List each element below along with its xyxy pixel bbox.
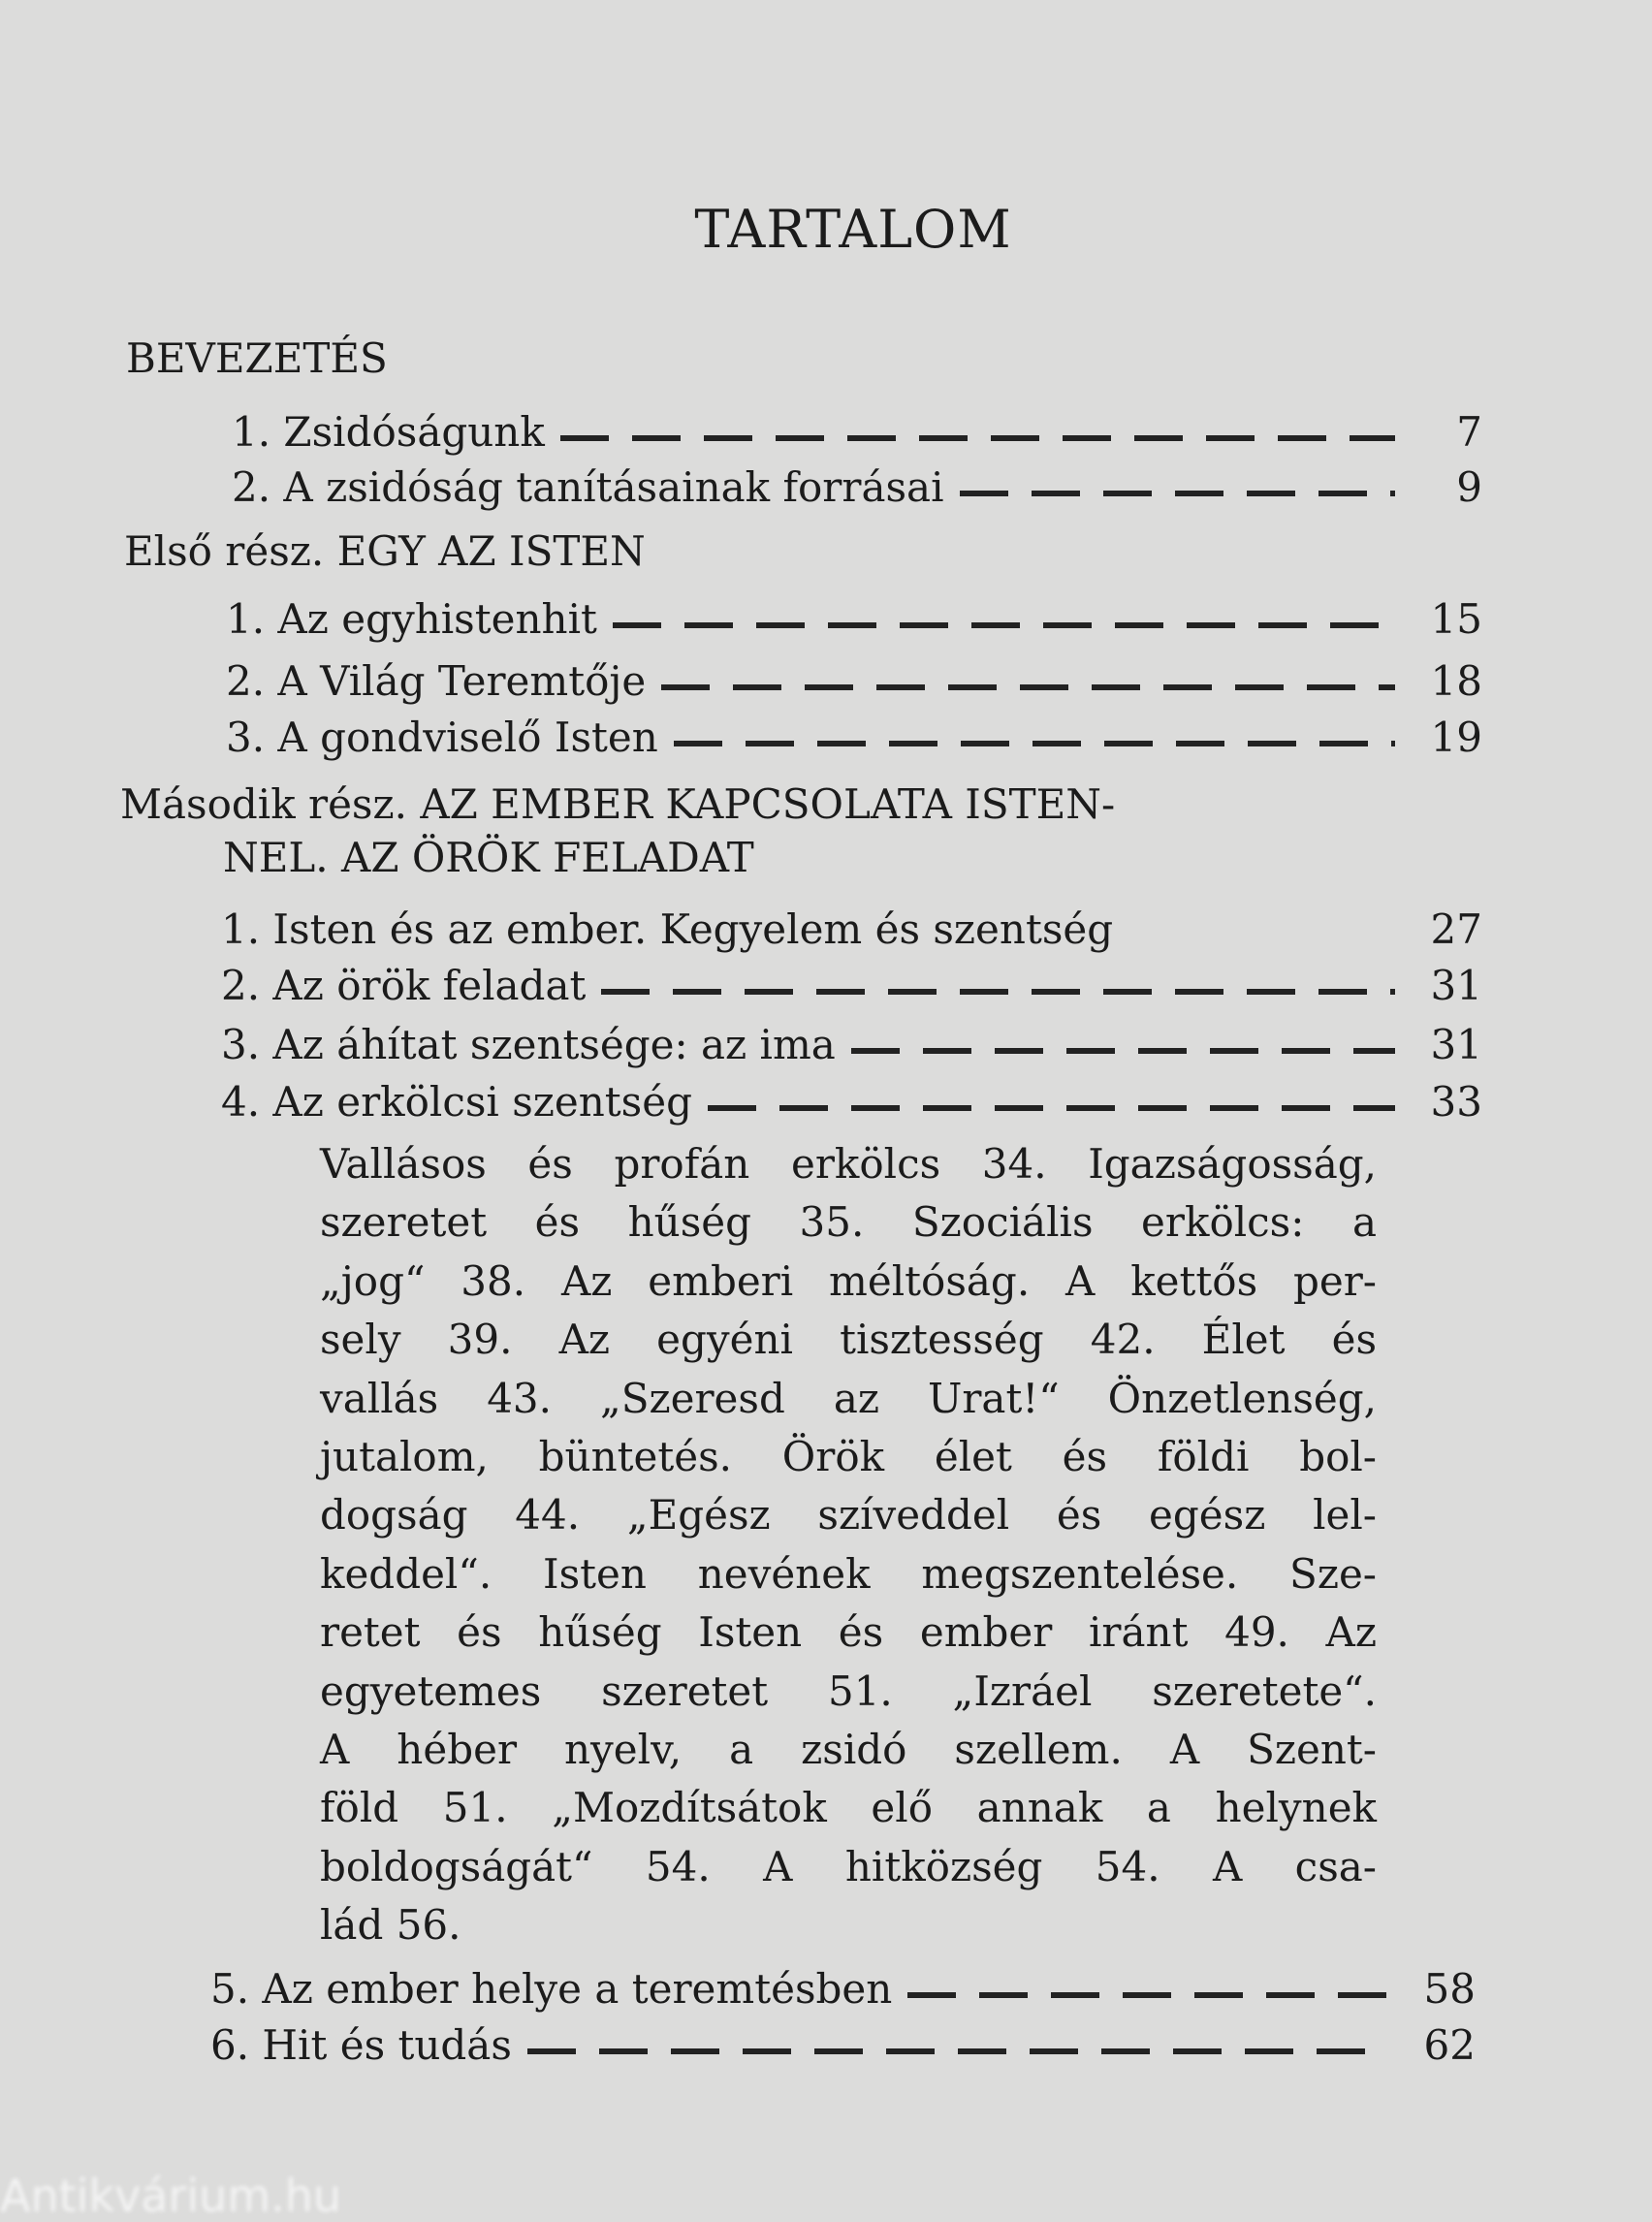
entry-label: 3. A gondviselő Isten <box>226 714 658 761</box>
subtopics-line: sely 39. Az egyéni tisztesség 42. Élet és <box>320 1316 1377 1364</box>
entry-page: 7 <box>1456 408 1482 456</box>
entry-label: 5. Az ember helye a teremtésben <box>210 1965 893 2013</box>
entry-page: 15 <box>1430 595 1482 643</box>
entry-label: 2. Az örök feladat <box>221 962 587 1009</box>
subtopics-line: A héber nyelv, a zsidó szellem. A Szent- <box>320 1725 1377 1773</box>
entry-label: 4. Az erkölcsi szentség <box>221 1078 692 1126</box>
toc-entry <box>232 403 1482 461</box>
entry-page: 31 <box>1430 962 1482 1009</box>
toc-entry <box>221 1016 1482 1074</box>
toc-entry <box>210 2016 1476 2075</box>
subtopics-line: keddel“. Isten nevének megszentelése. Sze- <box>320 1549 1377 1598</box>
subtopics-line: jutalom, büntetés. Örök élet és földi bol- <box>320 1432 1377 1480</box>
entry-label: 2. A Világ Teremtője <box>226 657 647 705</box>
page-title: TARTALOM <box>694 199 1012 260</box>
entry-label: 3. Az áhítat szentsége: az ima <box>221 1021 836 1068</box>
leader-dashes <box>527 2048 1388 2054</box>
toc-entry <box>232 459 1482 517</box>
leader-dashes <box>708 1105 1395 1111</box>
entry-label: 2. A zsidóság tanításainak forrásai <box>232 463 944 511</box>
subtopics-line: retet és hűség Isten és ember iránt 49. Az <box>320 1608 1377 1657</box>
entry-page: 62 <box>1423 2021 1476 2069</box>
toc-entry <box>226 652 1482 711</box>
section-heading-elso-resz: Első rész. EGY AZ ISTEN <box>124 527 646 575</box>
leader-dashes <box>907 1992 1388 1998</box>
entry-label: 1. Zsidóságunk <box>232 408 545 456</box>
subtopics-line: „jog“ 38. Az emberi méltóság. A kettős per- <box>320 1256 1377 1305</box>
leader-dashes <box>601 989 1395 995</box>
entry-page: 33 <box>1430 1078 1482 1126</box>
subtopics-line: szeretet és hűség 35. Szociális erkölcs: a <box>320 1198 1377 1247</box>
subtopics-paragraph <box>320 1135 1377 1954</box>
section-heading-bevezetes: BEVEZETÉS <box>126 334 388 382</box>
subtopics-line: egyetemes szeretet 51. „Izráel szeretete“. <box>320 1666 1377 1715</box>
entry-page: 27 <box>1430 905 1482 953</box>
entry-label: 1. Isten és az ember. Kegyelem és szentség <box>221 905 1114 953</box>
subtopics-line: vallás 43. „Szeresd az Urat!“ Önzetlenség, <box>320 1374 1377 1422</box>
section-heading-masodik-resz-cont: NEL. AZ ÖRÖK FELADAT <box>223 834 754 881</box>
toc-entry <box>210 1960 1476 2018</box>
toc-entry <box>221 1073 1482 1131</box>
subtopics-line: lád 56. <box>320 1901 461 1950</box>
subtopics-line: Vallásos és profán erkölcs 34. Igazságosság, <box>320 1140 1377 1188</box>
toc-entry <box>226 590 1482 649</box>
leader-dashes <box>661 684 1395 690</box>
toc-entry <box>226 709 1482 767</box>
toc-entry <box>221 901 1482 959</box>
entry-page: 18 <box>1430 657 1482 705</box>
section-heading-masodik-resz: Második rész. AZ EMBER KAPCSOLATA ISTEN- <box>120 780 1116 828</box>
entry-label: 6. Hit és tudás <box>210 2021 512 2069</box>
entry-label: 1. Az egyhistenhit <box>226 595 597 643</box>
leader-dashes <box>560 435 1395 441</box>
entry-page: 19 <box>1430 714 1482 761</box>
subtopics-line: boldogságát“ 54. A hitközség 54. A csa- <box>320 1842 1377 1890</box>
watermark: Antikvárium.hu <box>0 2170 342 2222</box>
entry-page: 58 <box>1423 1965 1476 2013</box>
subtopics-line: dogság 44. „Egész szíveddel és egész lel- <box>320 1491 1377 1540</box>
leader-dashes <box>613 622 1395 628</box>
leader-dashes <box>960 491 1395 496</box>
toc-entry <box>221 957 1482 1015</box>
entry-page: 31 <box>1430 1021 1482 1068</box>
leader-dashes <box>674 741 1395 746</box>
subtopics-line: föld 51. „Mozdítsátok elő annak a helynek <box>320 1784 1377 1832</box>
entry-page: 9 <box>1456 463 1482 511</box>
leader-dashes <box>851 1048 1395 1054</box>
